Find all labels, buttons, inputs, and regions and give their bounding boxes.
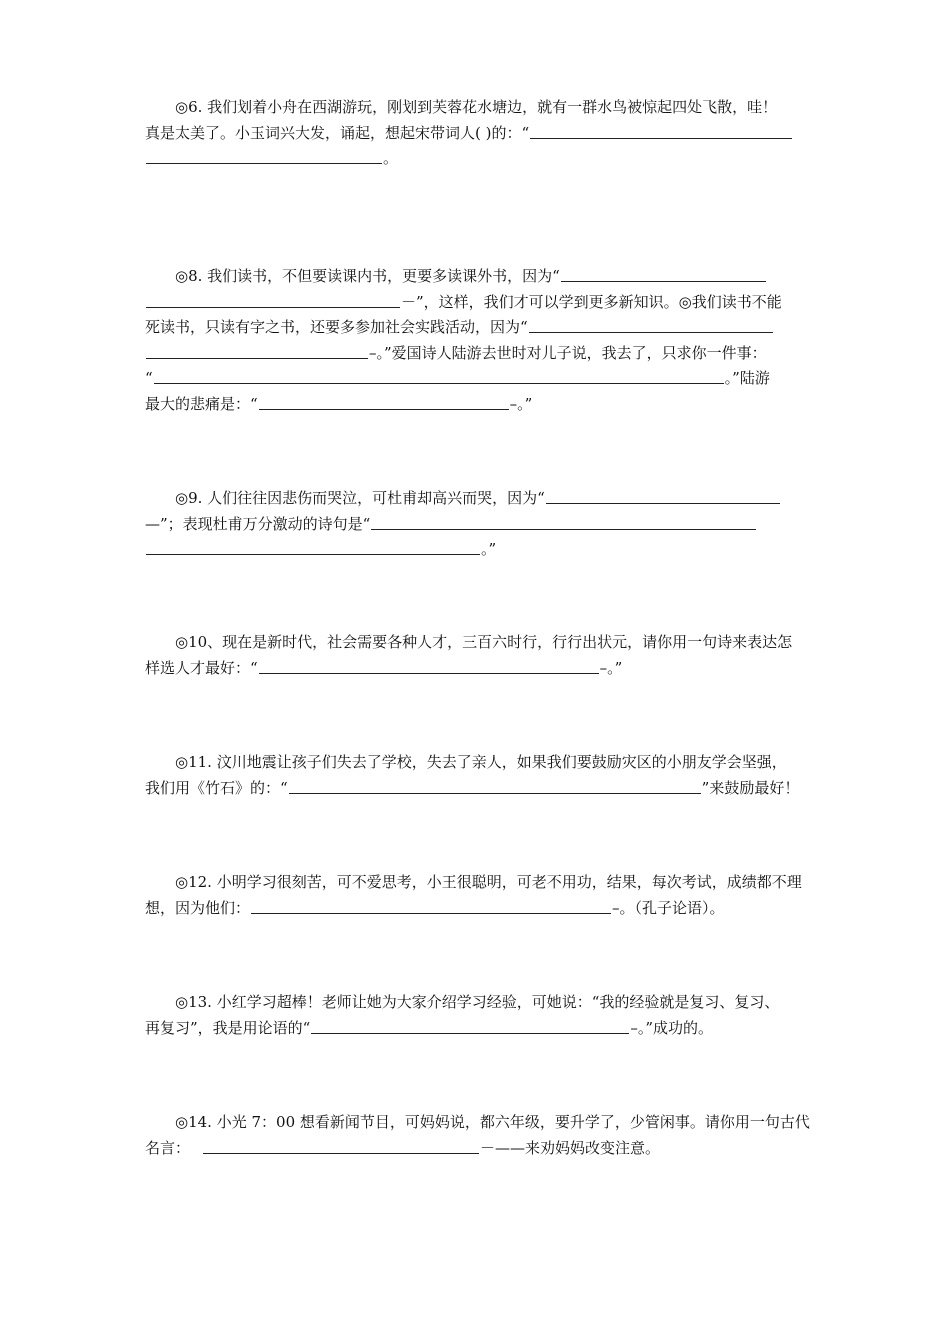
question-8-line-5 — [145, 366, 815, 392]
question-6-line-1: ◎6. 我们划着小舟在西湖游玩，刚划到芙蓉花水塘边，就有一群水鸟被惊起四处飞散，哇！ — [175, 98, 778, 116]
question-13-line-1: ◎13. 小红学习超棒！老师让她为大家介绍学习经验，可她说：“我的经验就是复习、复习、 — [175, 993, 780, 1011]
question-13 — [145, 990, 815, 1041]
question-14-end: －——来劝妈妈改变注意。 — [480, 1138, 661, 1157]
question-13-end: –。”成功的。 — [630, 1018, 714, 1037]
answer-blank — [146, 154, 382, 164]
question-6-text: 真是太美了。小玉词兴大发，诵起，想起宋带词人( )的：“ — [145, 123, 530, 142]
question-8-end: –。” — [509, 394, 533, 413]
question-11-line-1: ◎11. 汶川地震让孩子们失去了学校，失去了亲人，如果我们要鼓励灾区的小朋友学会坚强， — [175, 753, 787, 771]
question-8-text-3: 死读书，只读有字之书，还要多参加社会实践活动，因为“ — [145, 318, 528, 336]
question-8 — [145, 264, 815, 417]
answer-blank — [146, 349, 368, 359]
question-9-end: 。” — [481, 540, 497, 558]
answer-blank — [146, 545, 480, 555]
question-8-line-3 — [145, 315, 815, 341]
question-9-line-1 — [145, 486, 815, 512]
question-11-line-2 — [145, 776, 815, 802]
question-8-text-6: 最大的悲痛是：“ — [145, 394, 258, 413]
answer-blank — [546, 494, 780, 504]
answer-blank — [259, 664, 599, 674]
question-10-end: –。” — [599, 658, 623, 677]
question-9-line-2 — [145, 512, 815, 538]
question-11 — [145, 750, 815, 801]
question-6-line-2 — [145, 121, 815, 147]
question-10-text: 样选人才最好：“ — [145, 658, 258, 677]
question-13-text: 再复习”，我是用论语的“ — [145, 1018, 311, 1037]
question-6 — [145, 95, 815, 172]
answer-blank — [311, 1024, 629, 1034]
answer-blank — [530, 129, 792, 139]
question-6-line-3 — [145, 146, 815, 172]
answer-blank — [251, 904, 611, 914]
answer-blank — [146, 298, 400, 308]
question-8-line-4 — [145, 341, 815, 367]
question-14-text: 名言： — [145, 1138, 191, 1157]
question-12-end: –。（孔子论语）。 — [612, 898, 725, 917]
question-8-text-4: –。”爱国诗人陆游去世时对儿子说，我去了，只求你一件事： — [369, 343, 767, 362]
question-8-line-1 — [145, 264, 815, 290]
answer-blank — [154, 374, 724, 384]
question-12-text: 想，因为他们： — [145, 898, 251, 917]
answer-blank — [203, 1144, 479, 1154]
answer-blank — [289, 784, 701, 794]
question-13-line-2 — [145, 1016, 815, 1042]
answer-blank — [371, 520, 756, 530]
question-6-end: 。 — [383, 149, 399, 167]
answer-blank — [529, 323, 773, 333]
question-14-line-2 — [145, 1136, 815, 1162]
question-11-end: ”来鼓励最好！ — [701, 778, 800, 797]
question-12-line-2 — [145, 896, 815, 922]
question-8-text-5: 。”陆游 — [724, 369, 770, 387]
question-9-text-2: —”；表现杜甫万分激动的诗句是“ — [145, 514, 371, 533]
answer-blank — [259, 400, 509, 410]
question-11-text: 我们用《竹石》的：“ — [145, 778, 288, 797]
question-12-line-1: ◎12. 小明学习很刻苦，可不爱思考，小王很聪明，可老不用功，结果，每次考试，成绩都不理 — [175, 873, 802, 891]
question-8-line-6 — [145, 392, 815, 418]
question-12 — [145, 870, 815, 921]
question-8-text-1: ◎8. 我们读书，不但要读课内书，更要多读课外书，因为“ — [175, 267, 560, 285]
answer-blank — [561, 272, 766, 282]
question-8-quote-open: “ — [145, 369, 153, 387]
question-9 — [145, 486, 815, 563]
question-14-line-1: ◎14. 小光 7：00 想看新闻节目，可妈妈说，都六年级，要升学了，少管闲事。请你用一句古代 — [175, 1113, 810, 1131]
question-8-line-2 — [145, 290, 815, 316]
question-10-line-2 — [145, 656, 815, 682]
question-8-text-2: －”，这样，我们才可以学到更多新知识。◎我们读书不能 — [401, 292, 782, 311]
question-9-line-3 — [145, 537, 815, 563]
question-10-line-1: ◎10、现在是新时代，社会需要各种人才，三百六时行，行行出状元，请你用一句诗来表达怎 — [175, 633, 793, 651]
question-14 — [145, 1110, 815, 1161]
question-10 — [145, 630, 815, 681]
question-9-text-1: ◎9. 人们往往因悲伤而哭泣，可杜甫却高兴而哭，因为“ — [175, 489, 545, 507]
